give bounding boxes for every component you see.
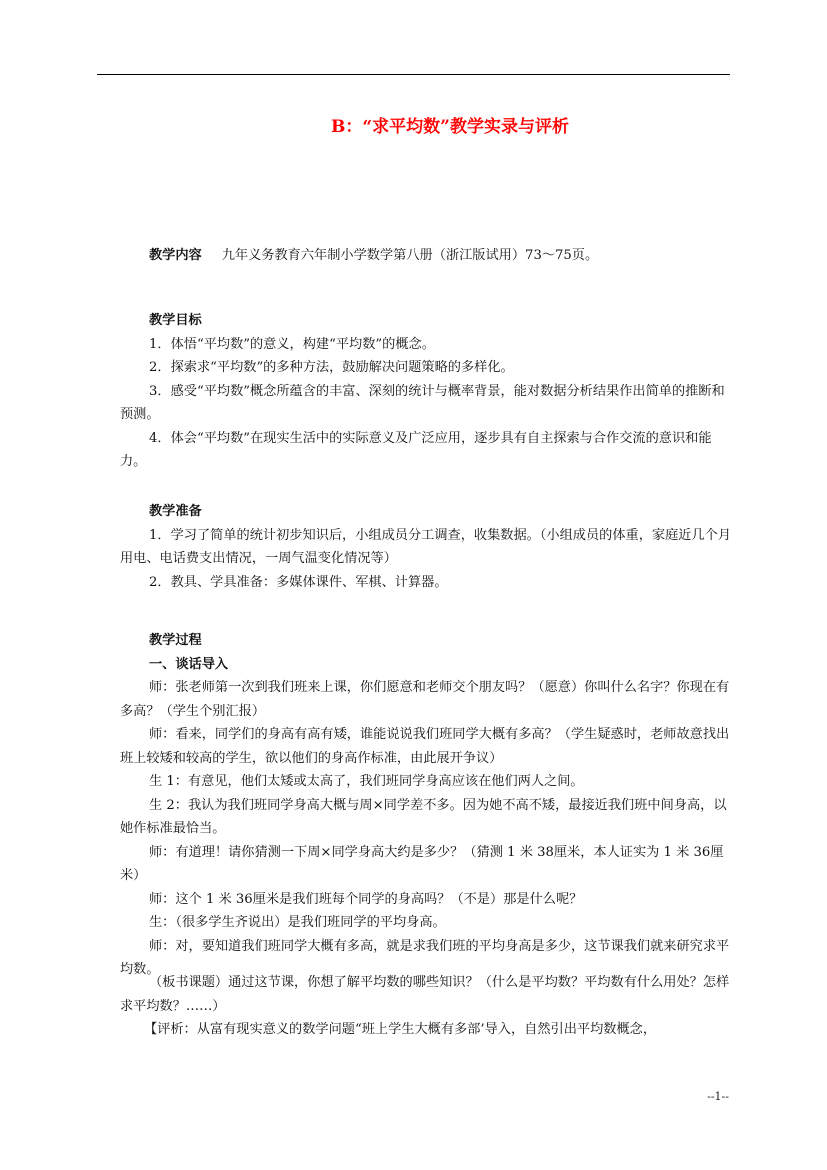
prep-item: 2．教具、学具准备：多媒体课件、军棋、计算器。 <box>149 574 448 590</box>
page-number: --1-- <box>707 1090 729 1103</box>
board-topic-paragraph: （板书课题）通过这节课，你想了解平均数的哪些知识？（什么是平均数？平均数有什么用处？怎样求平均数？……） <box>120 975 730 1014</box>
header-rule <box>97 74 730 75</box>
process-subheading: 一、谈话导入 <box>149 656 229 672</box>
dialogue-paragraph: 师：有道理！请你猜测一下周×同学身高大约是多少？（猜测 1 米 38厘米，本人证实为 1 米 36厘米） <box>120 844 724 883</box>
teaching-goals-heading: 教学目标 <box>149 313 202 328</box>
dialogue-paragraph: 生：（很多学生齐说出）是我们班同学的平均身高。 <box>149 915 446 930</box>
teaching-goals-section <box>120 309 732 474</box>
prep-item: 1．学习了简单的统计初步知识后，小组成员分工调查，收集数据。（小组成员的体重，家庭近几个月用电、电话费支出情况，一周气温变化情况等） <box>120 527 732 566</box>
dialogue-paragraph: 师：张老师第一次到我们班来上课，你们愿意和老师交个朋友吗？（愿意）你叫什么名字？你现在有多高？（学生个别汇报） <box>120 680 730 719</box>
teaching-process-section <box>120 629 732 982</box>
goal-item: 1．体悟“平均数”的意义，构建“平均数”的概念。 <box>149 336 435 352</box>
teaching-content-section <box>120 244 732 268</box>
teaching-content-text: 九年义务教育六年制小学数学第八册（浙江版试用）73～75页。 <box>221 248 599 263</box>
dialogue-paragraph: 师：看来，同学们的身高有高有矮，谁能说说我们班同学大概有多高？（学生疑惑时，老师故意找出班上较矮和较高的学生，欲以他们的身高作标准，由此展开争议） <box>120 727 730 766</box>
teaching-prep-heading: 教学准备 <box>149 504 202 519</box>
teaching-prep-section <box>120 500 732 594</box>
teaching-process-heading: 教学过程 <box>149 633 202 648</box>
page-title: B：“求平均数”教学实录与评析 <box>331 117 569 137</box>
comment-paragraph: 【评析：从富有现实意义的数学问题“班上学生大概有多部’导入，自然引出平均数概念， <box>144 1022 657 1037</box>
board-section <box>120 971 732 1042</box>
goal-item: 3．感受“平均数”概念所蕴含的丰富、深刻的统计与概率背景，能对数据分析结果作出简单的推断和预测。 <box>120 383 725 422</box>
dialogue-paragraph: 生 2：我认为我们班同学身高大概与周×同学差不多。因为她不高不矮，最接近我们班中间身高，以她作标准最恰当。 <box>120 797 727 836</box>
dialogue-paragraph: 师：这个 1 米 36厘米是我们班每个同学的身高吗？（不是）那是什么呢？ <box>149 891 583 907</box>
goal-item: 2．探索求“平均数”的多种方法，鼓励解决问题策略的多样化。 <box>149 360 514 375</box>
dialogue-paragraph: 师：对，要知道我们班同学大概有多高，就是求我们班的平均身高是多少，这节课我们就来研究求平均数。 <box>120 938 730 977</box>
goal-item: 4．体会“平均数”在现实生活中的实际意义及广泛应用，逐步具有自主探索与合作交流的意识和能力。 <box>120 430 712 469</box>
dialogue-paragraph: 生 1：有意见，他们太矮或太高了，我们班同学身高应该在他们两人之间。 <box>149 774 584 789</box>
teaching-content-label: 教学内容 <box>149 248 202 263</box>
